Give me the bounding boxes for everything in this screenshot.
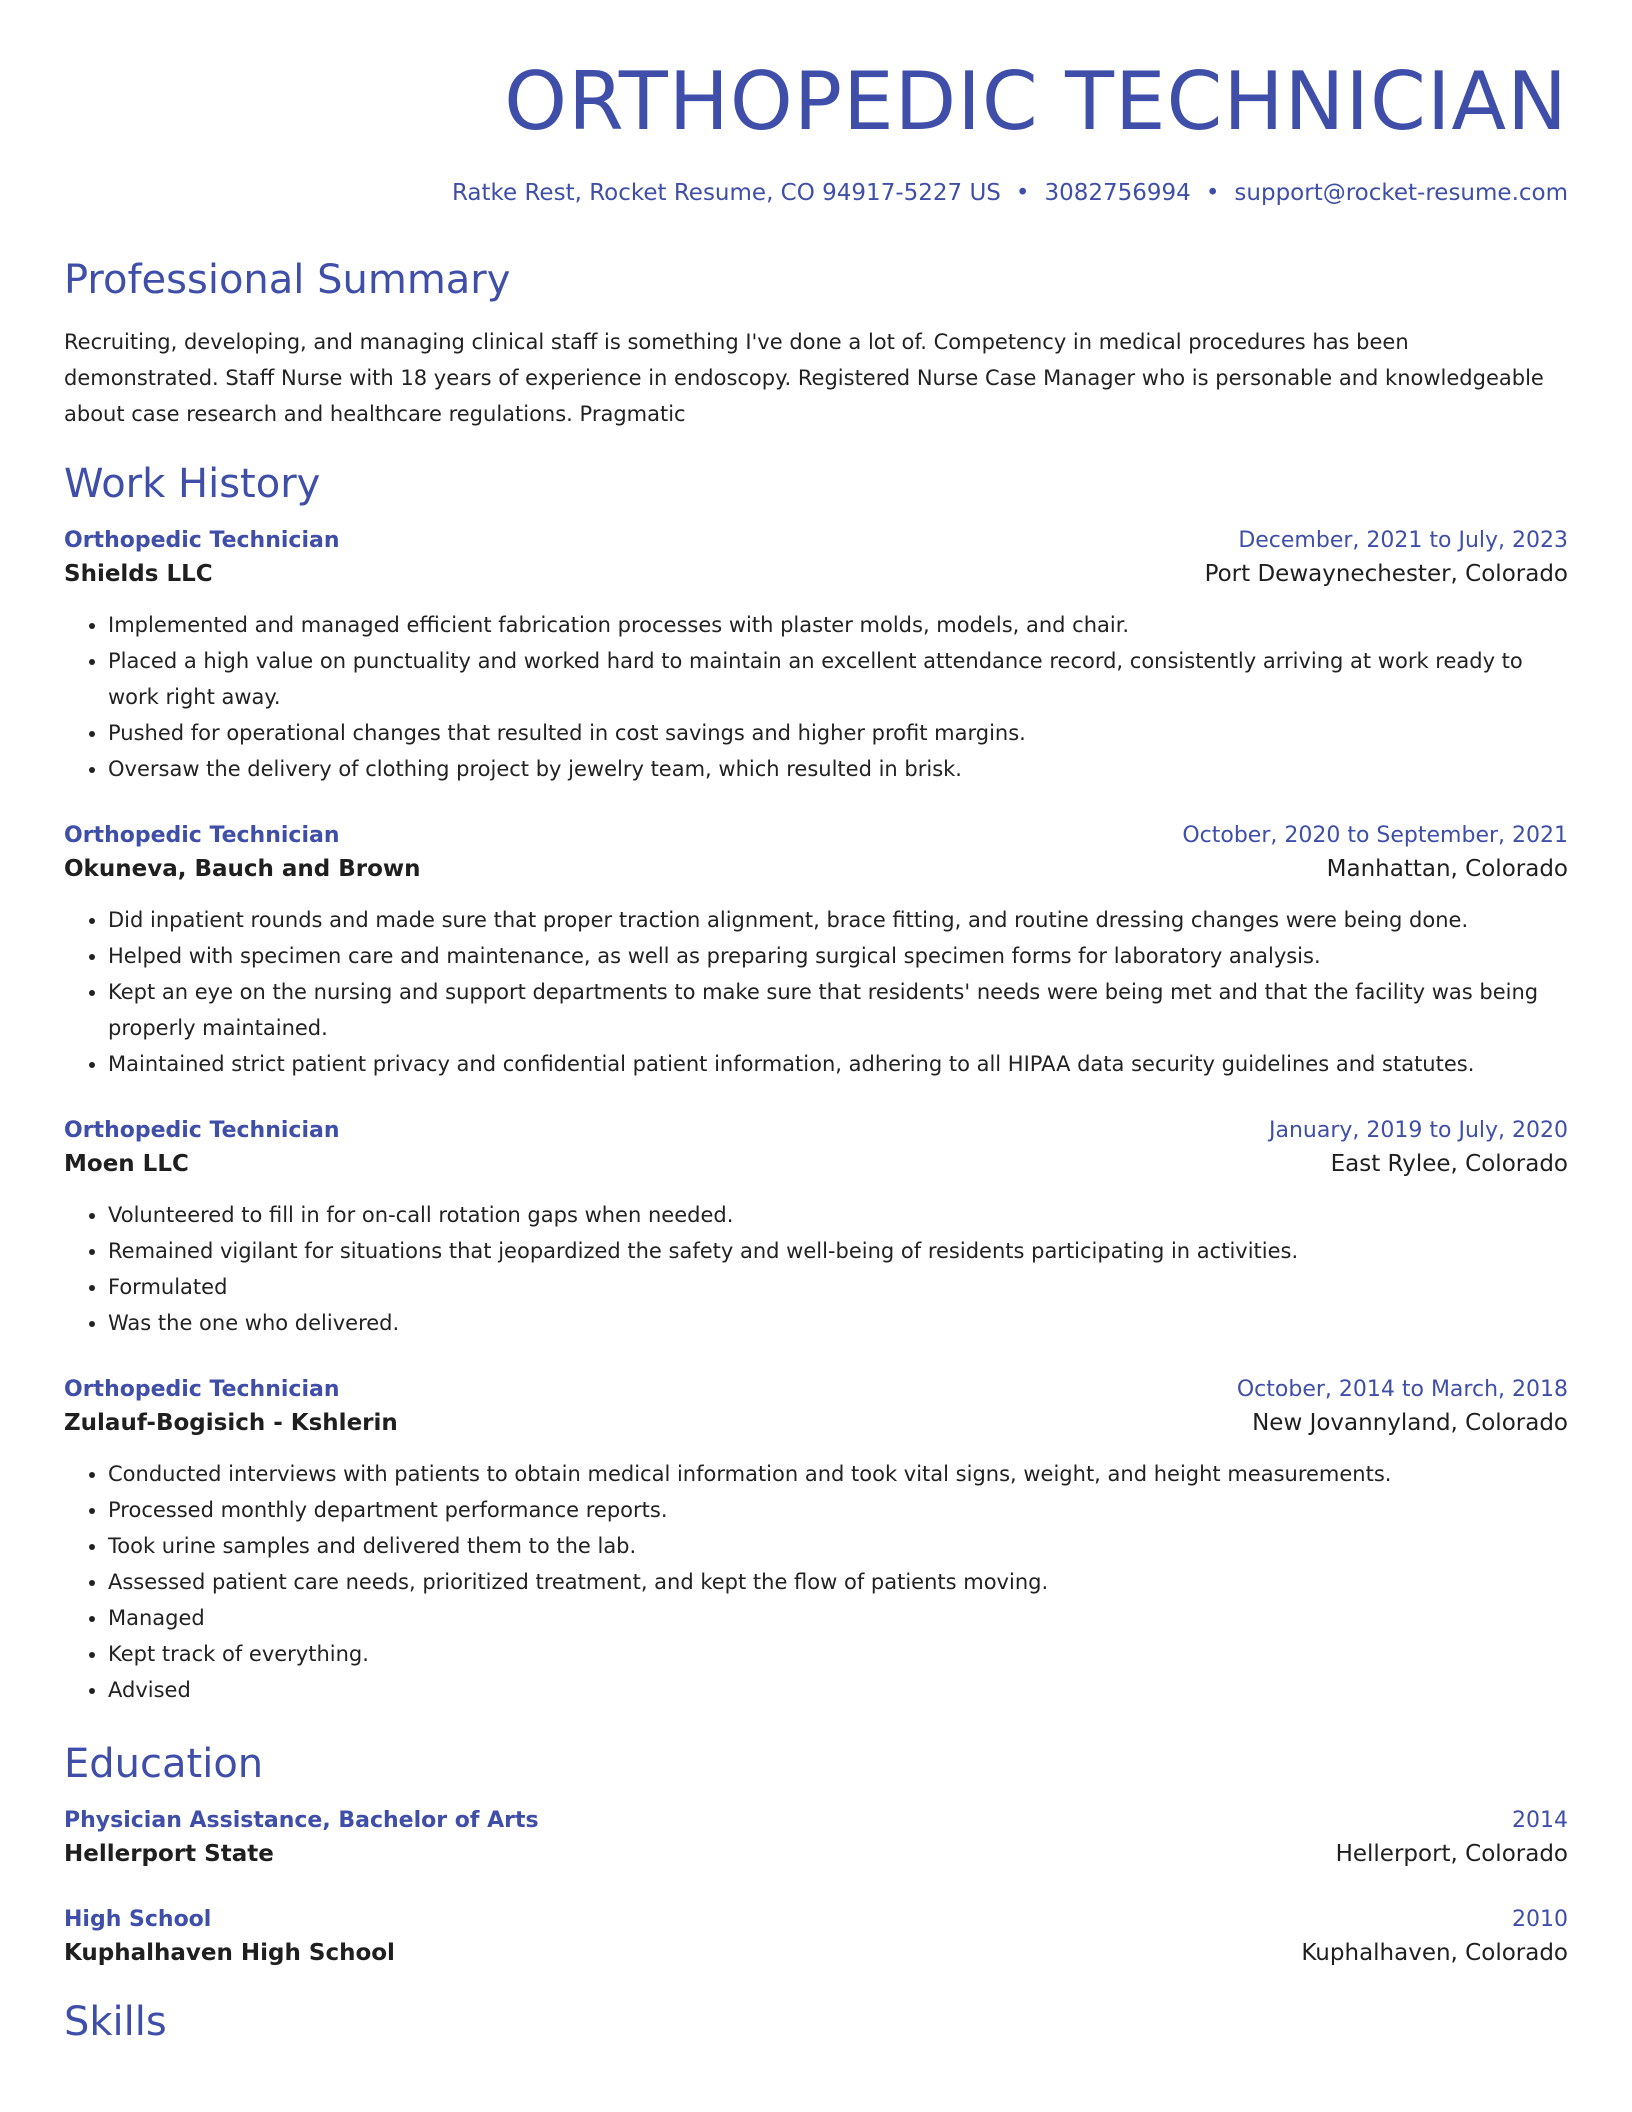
job-header-row [64, 528, 1568, 553]
job-header-row [64, 823, 1568, 848]
resume-title: ORTHOPEDIC TECHNICIAN [504, 55, 1568, 148]
job-bullet: • Assessed patient care needs, prioritized treatment, and kept the flow of patients moving. [108, 1564, 1568, 1600]
contact-phone[interactable]: 3082756994 [1044, 180, 1191, 206]
job-bullet: • Kept track of everything. [108, 1636, 1568, 1672]
job-bullets [64, 1197, 1568, 1341]
job-bullet: • Was the one who delivered. [108, 1305, 1568, 1341]
contact-separator: • [1015, 180, 1030, 206]
job-location: East Rylee, Colorado [1330, 1151, 1568, 1177]
education-year: 2014 [1512, 1808, 1568, 1833]
job-bullet: • Volunteered to fill in for on-call rotation gaps when needed. [108, 1197, 1568, 1233]
education-header-row [64, 1907, 1568, 1932]
job-bullet: • Pushed for operational changes that resulted in cost savings and higher profit margins. [108, 715, 1568, 751]
education-school: Kuphalhaven High School [64, 1940, 395, 1966]
job-role: Orthopedic Technician [64, 528, 340, 553]
job-entry [64, 528, 1568, 787]
job-bullet: • Oversaw the delivery of clothing project by jewelry team, which resulted in brisk. [108, 751, 1568, 787]
contact-email[interactable]: support@rocket-resume.com [1234, 180, 1568, 206]
education-degree: High School [64, 1907, 212, 1932]
summary-heading: Professional Summary [64, 257, 511, 303]
education-degree: Physician Assistance, Bachelor of Arts [64, 1808, 539, 1833]
education-year: 2010 [1512, 1907, 1568, 1932]
job-company: Okuneva, Bauch and Brown [64, 856, 421, 882]
job-bullet: • Helped with specimen care and maintenance, as well as preparing surgical specimen forms for laboratory analysis. [108, 938, 1568, 974]
job-bullet: • Placed a high value on punctuality and worked hard to maintain an excellent attendance record, consistently arriving at work ready to work right away. [108, 643, 1568, 715]
education-location: Kuphalhaven, Colorado [1301, 1940, 1568, 1966]
job-dates: October, 2014 to March, 2018 [1236, 1377, 1568, 1402]
education-school-row [64, 1940, 1568, 1966]
job-company: Zulauf-Bogisich - Kshlerin [64, 1410, 398, 1436]
job-bullet: • Advised [108, 1672, 1568, 1708]
job-role: Orthopedic Technician [64, 1118, 340, 1143]
job-location: Port Dewaynechester, Colorado [1204, 561, 1568, 587]
job-bullet: • Did inpatient rounds and made sure that proper traction alignment, brace fitting, and routine dressing changes were being done. [108, 902, 1568, 938]
job-header-row [64, 1118, 1568, 1143]
education-heading: Education [64, 1741, 264, 1787]
job-role: Orthopedic Technician [64, 823, 340, 848]
job-bullet: • Conducted interviews with patients to obtain medical information and took vital signs, weight, and height measurements. [108, 1456, 1568, 1492]
job-company-row [64, 856, 1568, 882]
education-header-row [64, 1808, 1568, 1833]
job-company-row [64, 1151, 1568, 1177]
job-dates: January, 2019 to July, 2020 [1269, 1118, 1568, 1143]
contact-address: Ratke Rest, Rocket Resume, CO 94917-5227 US [451, 180, 1001, 206]
education-location: Hellerport, Colorado [1335, 1841, 1568, 1867]
summary-text: Recruiting, developing, and managing clinical staff is something I've done a lot of. Competency in medical procedures has been demonstrated. Staff Nurse with 18 years of experience in endoscopy. Registered Nurse Case Manager who is personable and knowledgeable about case research and healthcare regulations. Pragmatic [64, 330, 1544, 426]
job-company: Moen LLC [64, 1151, 189, 1177]
job-bullets [64, 607, 1568, 787]
education-school-row [64, 1841, 1568, 1867]
education-school: Hellerport State [64, 1841, 274, 1867]
job-bullet: • Maintained strict patient privacy and confidential patient information, adhering to all HIPAA data security guidelines and statutes. [108, 1046, 1568, 1082]
job-bullet: • Kept an eye on the nursing and support departments to make sure that residents' needs were being met and that the facility was being properly maintained. [108, 974, 1568, 1046]
job-bullet: • Implemented and managed efficient fabrication processes with plaster molds, models, and chair. [108, 607, 1568, 643]
job-header-row [64, 1377, 1568, 1402]
job-company-row [64, 1410, 1568, 1436]
job-bullets [64, 902, 1568, 1082]
work-history-heading: Work History [64, 461, 321, 507]
job-bullet: • Remained vigilant for situations that jeopardized the safety and well-being of residents participating in activities. [108, 1233, 1568, 1269]
job-bullet: • Formulated [108, 1269, 1568, 1305]
education-entry [64, 1907, 1568, 1966]
job-bullets [64, 1456, 1568, 1708]
job-bullet: • Managed [108, 1600, 1568, 1636]
education-entry [64, 1808, 1568, 1867]
job-location: Manhattan, Colorado [1326, 856, 1568, 882]
job-location: New Jovannyland, Colorado [1252, 1410, 1568, 1436]
contact-line [64, 180, 1568, 206]
job-dates: December, 2021 to July, 2023 [1238, 528, 1568, 553]
contact-separator: • [1205, 180, 1220, 206]
job-role: Orthopedic Technician [64, 1377, 340, 1402]
job-bullet: • Processed monthly department performance reports. [108, 1492, 1568, 1528]
job-dates: October, 2020 to September, 2021 [1182, 823, 1568, 848]
job-entry [64, 823, 1568, 1082]
job-bullet: • Took urine samples and delivered them to the lab. [108, 1528, 1568, 1564]
job-entry [64, 1377, 1568, 1708]
job-company-row [64, 561, 1568, 587]
skills-heading: Skills [64, 1999, 167, 2045]
job-entry [64, 1118, 1568, 1341]
job-company: Shields LLC [64, 561, 213, 587]
